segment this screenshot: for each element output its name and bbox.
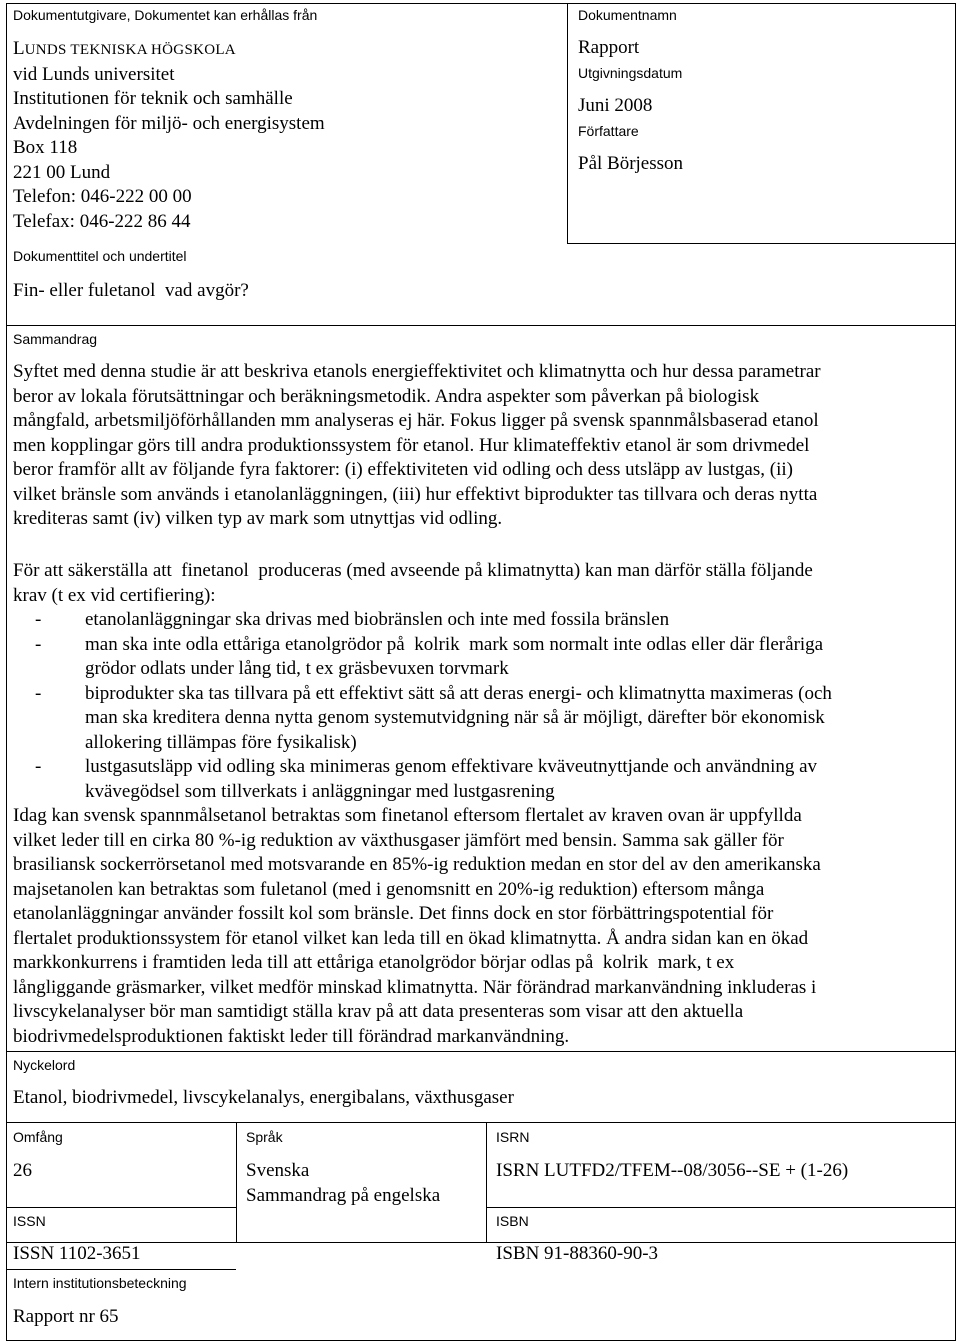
- closing-line: brasiliansk sockerrörsetanol med motsvarande en 85%-ig reduktion medan en stor del av den amerikanska: [13, 854, 821, 875]
- publisher-line: Telefax: 046-222 86 44: [13, 210, 191, 232]
- abstract-line: beror av lokala förutsättningar och beräkningsmetodik. Andra aspekter som påverkan på biologisk: [13, 385, 760, 407]
- requirement-line: kvävegödsel som tillverkats i anläggningar med lustgasrening: [85, 780, 555, 802]
- closing-line: flertalet produktionssystem för etanol vilket kan leda till en ökad klimatnytta. Å andra sidan kan en ökad: [13, 927, 809, 949]
- closing-line: livscykelanalyser bör man samtidigt ställa krav på att data presenteras som visar att den aktuella: [13, 1001, 744, 1022]
- divider-meta-left: [236, 1122, 237, 1242]
- publisher-line: 221 00 Lund: [13, 161, 111, 183]
- publisher-label: Dokumentutgivare, Dokumentet kan erhållas från: [13, 7, 318, 23]
- requirement-item: [13, 682, 953, 756]
- document-name: Rapport: [578, 37, 640, 58]
- keywords-value: Etanol, biodrivmedel, livscykelanalys, energibalans, växthusgaser: [13, 1087, 514, 1108]
- divider-keywords-bottom: [6, 1122, 956, 1123]
- closing-line: etanolanläggningar använder fossilt kol som bränsle. Det finns dock en stor förbättringspotential för: [13, 903, 774, 924]
- author-label: Författare: [578, 123, 639, 139]
- extent-label: Omfång: [13, 1129, 63, 1145]
- closing-line: vilket leder till en cirka 80 %-ig reduktion av växthusgaser jämfört med bensin. Samma sak gäller för: [13, 829, 784, 851]
- isbn-value: ISBN 91-88360-90-3: [496, 1243, 659, 1264]
- author-name: Pål Börjesson: [578, 153, 684, 174]
- requirement-line: man ska kreditera denna nytta genom systemutvidgning när så är möjligt, därefter bör ekonomisk: [85, 707, 825, 728]
- divider-meta-bottom: [6, 1242, 956, 1243]
- requirement-item: [13, 755, 953, 804]
- publisher-address: [13, 37, 325, 234]
- publisher-line: Avdelningen för miljö- och energisystem: [13, 112, 325, 134]
- intro-line: För att säkerställa att finetanol produceras (med avseende på klimatnytta) kan man därför ställa följande: [13, 560, 813, 581]
- issn-value: ISSN 1102-3651: [13, 1243, 141, 1264]
- isrn-label: ISRN: [496, 1129, 530, 1145]
- isbn-label: ISBN: [496, 1213, 529, 1229]
- issn-label: ISSN: [13, 1213, 46, 1229]
- divider-meta-right: [486, 1122, 487, 1242]
- requirement-line: biprodukter ska tas tillvara på ett effektivt sätt så att deras energi- och klimatnytta maximeras (och: [85, 682, 832, 704]
- divider-meta-issn: [6, 1207, 236, 1208]
- document-title-label: Dokumenttitel och undertitel: [13, 248, 187, 264]
- dash-marker: -: [35, 756, 42, 777]
- summary-abstract: [13, 360, 953, 532]
- language-label: Språk: [246, 1129, 283, 1145]
- abstract-line: men kopplingar görs till andra produktionssystem för etanol. Hur klimateffektiv etanol är som drivmedel: [13, 434, 810, 456]
- requirement-line: grödor odlats under lång tid, t ex gräsbevuxen torvmark: [85, 658, 509, 679]
- requirement-line: lustgasutsläpp vid odling ska minimeras genom effektivare kväveutnyttjande och användning av: [85, 756, 818, 777]
- requirement-item: [13, 633, 953, 682]
- internal-designation-label: Intern institutionsbeteckning: [13, 1275, 187, 1291]
- requirement-line: etanolanläggningar ska drivas med biobränslen och inte med fossila bränslen: [85, 609, 670, 630]
- keywords-label: Nyckelord: [13, 1057, 76, 1073]
- publisher-line: Institutionen för teknik och samhälle: [13, 88, 293, 109]
- publisher-line: vid Lunds universitet: [13, 63, 175, 85]
- language-line: Sammandrag på engelska: [246, 1184, 441, 1206]
- abstract-line: Syftet med denna studie är att beskriva etanols energieffektivitet och klimatnytta och hur dessa parametrar: [13, 361, 821, 382]
- publisher-line: Box 118: [13, 137, 78, 158]
- dash-marker: -: [35, 682, 42, 704]
- requirement-item: [13, 608, 953, 633]
- internal-designation-value: Rapport nr 65: [13, 1306, 119, 1327]
- publisher-line: Telefon: 046-222 00 00: [13, 186, 192, 207]
- isrn-value: ISRN LUTFD2/TFEM--08/3056--SE + (1-26): [496, 1160, 849, 1181]
- extent-value: 26: [13, 1160, 32, 1181]
- closing-line: Idag kan svensk spannmålsetanol betraktas som finetanol eftersom flertalet av kraven ovan är uppfyllda: [13, 805, 802, 826]
- document-name-label: Dokumentnamn: [578, 7, 677, 23]
- divider-top-vertical: [567, 3, 568, 244]
- abstract-line: mångfald, arbetsmiljöförhållanden mm analyseras ej här. Fokus ligger på svensk spannmålsbaserad etanol: [13, 410, 819, 431]
- dash-marker: -: [35, 609, 42, 630]
- summary-body: [13, 559, 953, 1049]
- language-line: Svenska: [246, 1160, 310, 1181]
- closing-line: markkonkurrens i framtiden leda till att ettåriga etanolgrödor börjar odlas på kolrik mark, t ex: [13, 952, 735, 973]
- requirement-line: man ska inte odla ettåriga etanolgrödor på kolrik mark som normalt inte odlas eller där fleråriga: [85, 633, 824, 655]
- abstract-line: beror framför allt av följande fyra faktorer: (i) effektiviteten vid odling och dess utsläpp av lustgas, (ii): [13, 459, 793, 480]
- closing-line: biodrivmedelsproduktionen faktiskt leder till förändrad markanvändning.: [13, 1025, 570, 1047]
- publication-date-label: Utgivningsdatum: [578, 65, 683, 81]
- summary-label: Sammandrag: [13, 331, 98, 347]
- divider-title-bottom: [6, 325, 956, 326]
- closing-line: långliggande gräsmarker, vilket medför minskad klimatnytta. När förändrad markanvändning inkluderas i: [13, 976, 817, 998]
- divider-meta-isbn: [486, 1207, 956, 1208]
- closing-line: majsetanolen kan betraktas som fuletanol (med i genomsnitt en 20%-ig reduktion) eftersom många: [13, 878, 765, 900]
- language-value: [246, 1159, 440, 1208]
- requirement-line: allokering tillämpas före fysikalisk): [85, 731, 357, 753]
- abstract-line: vilket bränsle som används i etanolanläggningen, (iii) hur effektivt biprodukter tas tillvara och deras nytta: [13, 483, 818, 505]
- intro-line: krav (t ex vid certifiering):: [13, 584, 216, 606]
- publisher-org-name: LUNDS TEKNISKA HÖGSKOLA: [13, 38, 236, 59]
- divider-keywords-top: [6, 1051, 956, 1052]
- divider-internal: [6, 1269, 236, 1270]
- divider-publisher-bottom: [567, 243, 956, 244]
- dash-marker: -: [35, 633, 42, 655]
- abstract-line: krediteras samt (iv) vilken typ av mark som utnyttjas vid odling.: [13, 508, 503, 529]
- document-title: Fin- eller fuletanol vad avgör?: [13, 280, 249, 301]
- publication-date: Juni 2008: [578, 95, 653, 116]
